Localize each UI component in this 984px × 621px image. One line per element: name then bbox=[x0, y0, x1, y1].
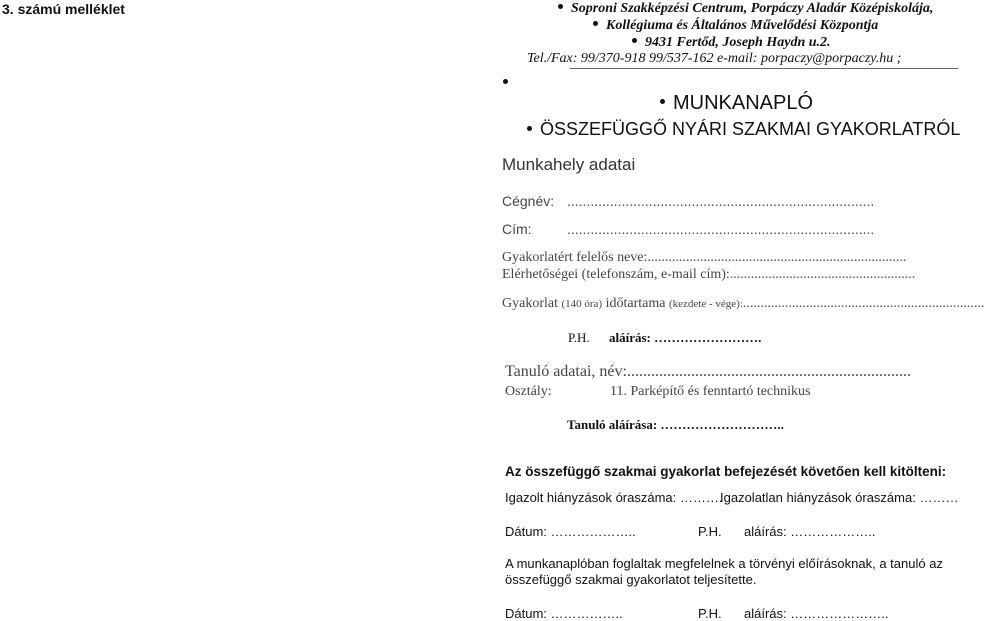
empty-bullet bbox=[503, 74, 516, 92]
signature-field-1[interactable]: aláírás: ……………….. bbox=[744, 524, 876, 539]
ph-stamp-label: P.H. bbox=[568, 330, 590, 345]
workplace-section-title: Munkahely adatai bbox=[502, 155, 636, 174]
header-line-1 bbox=[558, 1, 933, 17]
bullet-icon bbox=[558, 4, 563, 9]
bullet-icon bbox=[660, 99, 665, 104]
address-field[interactable]: ............................................................................... bbox=[567, 221, 875, 237]
bullet-icon bbox=[527, 126, 532, 131]
header-line-2 bbox=[593, 18, 878, 34]
company-field[interactable]: ............................................................................... bbox=[567, 193, 875, 209]
school-name: Soproni Szakképzési Centrum, Porpáczy Aladár Középiskolája, bbox=[571, 1, 934, 16]
signature-field-2[interactable]: aláírás: ………………….. bbox=[744, 606, 889, 621]
header-contact: Tel./Fax: 99/370-918 99/537-162 e-mail: porpaczy@porpaczy.hu ; bbox=[527, 51, 902, 66]
student-signature-field[interactable]: Tanuló aláírása: ……………………….. bbox=[567, 417, 784, 432]
student-name-field[interactable]: Tanuló adatai, név:....................................................................... bbox=[505, 363, 911, 380]
duration-field[interactable] bbox=[502, 296, 984, 312]
responsible-person-field[interactable]: Gyakorlatért felelős neve:.......................................................................... bbox=[502, 250, 907, 265]
excused-absence-field[interactable]: Igazolt hiányzások óraszáma: ………. bbox=[505, 490, 723, 505]
unexcused-absence-field[interactable]: Igazolatlan hiányzások óraszáma: ……… bbox=[720, 490, 959, 505]
page-title bbox=[660, 92, 813, 115]
bullet-icon bbox=[503, 79, 508, 84]
annex-label: 3. számú melléklet bbox=[2, 1, 125, 17]
bullet-icon bbox=[593, 21, 598, 26]
title-text: MUNKANAPLÓ bbox=[673, 92, 814, 114]
company-label: Cégnév: bbox=[502, 193, 555, 209]
school-name-cont: Kollégiuma és Általános Művelődési Központja bbox=[606, 18, 879, 33]
ph-stamp-label-3: P.H. bbox=[698, 606, 722, 621]
completion-heading: Az összefüggő szakmai gyakorlat befejezését követően kell kitölteni: bbox=[505, 464, 947, 479]
date-field-2[interactable]: Dátum: …………….. bbox=[505, 606, 623, 621]
address-label: Cím: bbox=[502, 221, 532, 237]
statement-line-2: összefüggő szakmai gyakorlatot teljesítette. bbox=[505, 572, 757, 587]
class-value: 11. Parképítő és fenntartó technikus bbox=[610, 384, 811, 399]
duration-prefix: Gyakorlat bbox=[502, 296, 558, 311]
bullet-icon bbox=[632, 38, 637, 43]
header-line-3 bbox=[632, 35, 831, 51]
duration-dots: ..................................................................... bbox=[742, 296, 984, 311]
statement-line-1: A munkanaplóban foglaltak megfelelnek a törvényi előírásoknak, a tanuló az bbox=[505, 556, 943, 571]
ph-stamp-label-2: P.H. bbox=[698, 524, 722, 539]
date-field-1[interactable]: Dátum: ……………….. bbox=[505, 524, 636, 539]
page-subtitle bbox=[527, 119, 960, 140]
workplace-signature-field[interactable]: aláírás: ……………………. bbox=[609, 330, 762, 345]
duration-hours: (140 óra) bbox=[561, 298, 603, 310]
duration-mid: időtartama bbox=[605, 296, 666, 311]
subtitle-text: ÖSSZEFÜGGŐ NYÁRI SZAKMAI GYAKORLATRÓL bbox=[540, 119, 961, 139]
header-divider bbox=[570, 68, 958, 69]
contact-details-field[interactable]: Elérhetőségei (telefonszám, e-mail cím):..................................................... bbox=[502, 267, 916, 282]
school-address: 9431 Fertőd, Joseph Haydn u.2. bbox=[645, 35, 831, 50]
class-label: Osztály: bbox=[505, 384, 552, 399]
duration-dates: (kezdete - vége): bbox=[668, 298, 743, 310]
